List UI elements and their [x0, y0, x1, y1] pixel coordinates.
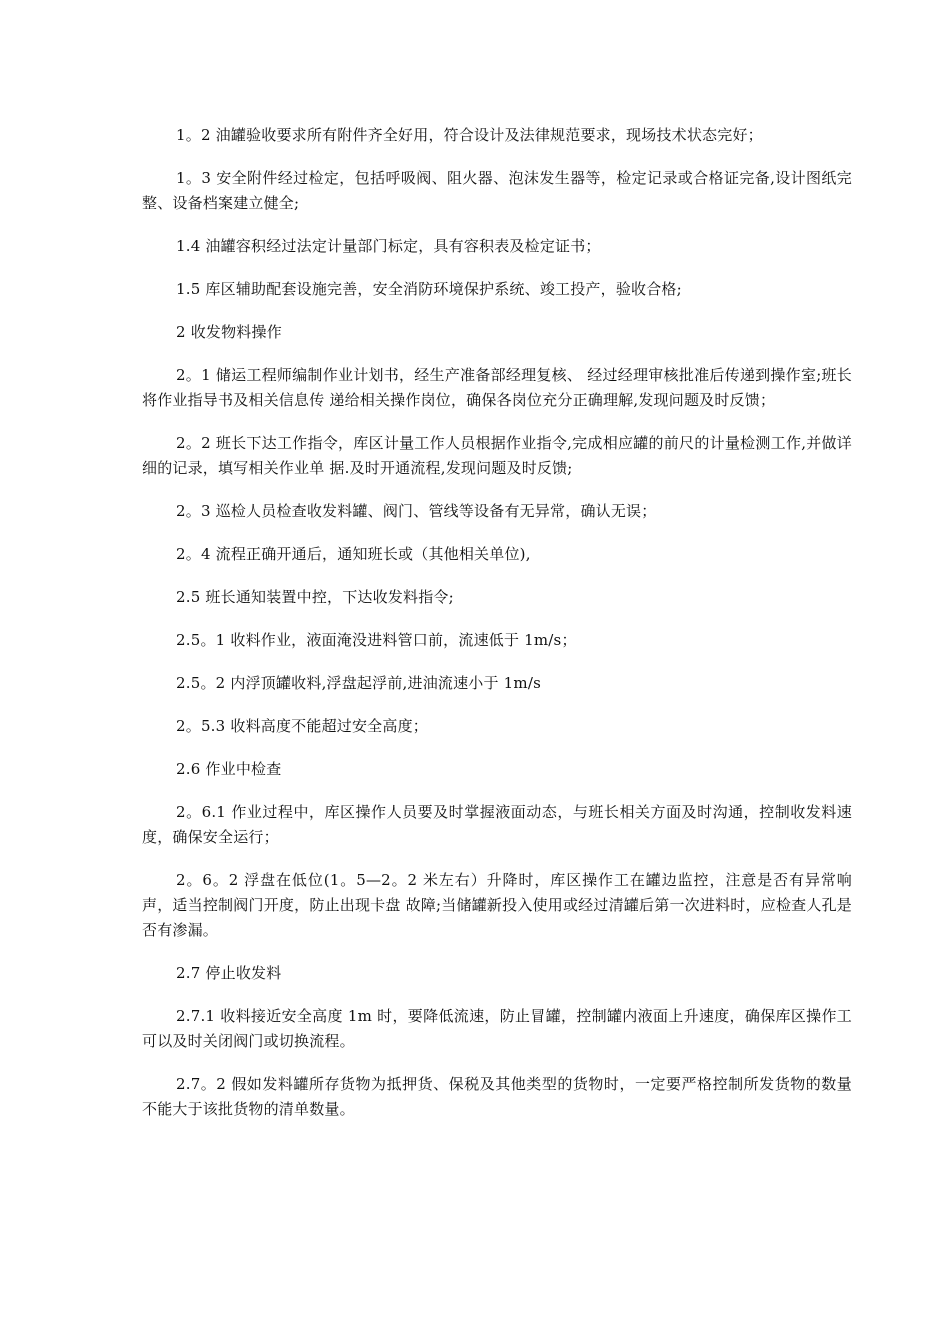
paragraph-2-4: 2。4 流程正确开通后，通知班长或（其他相关单位),	[176, 545, 531, 563]
paragraph-2-7-2: 2.7。2 假如发料罐所存货物为抵押货、保税及其他类型的货物时，一定要严格控制所发货物的数量不能大于该批货物的清单数量。	[142, 1075, 852, 1118]
paragraph-2-7-1: 2.7.1 收料接近安全高度 1m 时，要降低流速，防止冒罐，控制罐内液面上升速度，确保库区操作工可以及时关闭阀门或切换流程。	[142, 1007, 852, 1050]
subheading-2-6: 2.6 作业中检查	[176, 760, 282, 778]
paragraph-2-5-3: 2。5.3 收料高度不能超过安全高度；	[176, 717, 428, 735]
section-heading-2: 2 收发物料操作	[176, 323, 282, 341]
paragraph-2-5-1: 2.5。1 收料作业，液面淹没进料管口前，流速低于 1m/s；	[176, 631, 577, 649]
document-body	[142, 123, 852, 1140]
paragraph-2-6-1: 2。6.1 作业过程中，库区操作人员要及时掌握液面动态，与班长相关方面及时沟通，控制收发料速度，确保安全运行；	[142, 803, 852, 846]
paragraph-1-5: 1.5 库区辅助配套设施完善，安全消防环境保护系统、竣工投产，验收合格;	[176, 280, 682, 298]
paragraph-1-3: 1。3 安全附件经过检定，包括呼吸阀、阻火器、泡沫发生器等，检定记录或合格证完备,设计图纸完整、设备档案建立健全;	[142, 169, 852, 212]
subheading-2-7: 2.7 停止收发料	[176, 964, 282, 982]
paragraph-2-1: 2。1 储运工程师编制作业计划书，经生产准备部经理复核、 经过经理审核批准后传递到操作室;班长将作业指导书及相关信息传 递给相关操作岗位，确保各岗位充分正确理解,发现问题及时反馈；	[142, 366, 852, 409]
paragraph-1-4: 1.4 油罐容积经过法定计量部门标定，具有容积表及检定证书；	[176, 237, 601, 255]
paragraph-2-6-2: 2。6。2 浮盘在低位(1。5—2。2 米左右）升降时，库区操作工在罐边监控，注意是否有异常响声，适当控制阀门开度，防止出现卡盘 故障;当储罐新投入使用或经过清罐后第一次进料时，应检查人孔是否有渗漏。	[142, 871, 852, 939]
paragraph-2-3: 2。3 巡检人员检查收发料罐、阀门、管线等设备有无异常，确认无误；	[176, 502, 657, 520]
paragraph-2-5-2: 2.5。2 内浮顶罐收料,浮盘起浮前,进油流速小于 1m/s	[176, 674, 541, 692]
paragraph-2-2: 2。2 班长下达工作指令，库区计量工作人员根据作业指令,完成相应罐的前尺的计量检测工作,并做详细的记录，填写相关作业单 据.及时开通流程,发现问题及时反馈;	[142, 434, 852, 477]
paragraph-1-2: 1。2 油罐验收要求所有附件齐全好用，符合设计及法律规范要求，现场技术状态完好；	[176, 126, 763, 144]
paragraph-2-5: 2.5 班长通知装置中控，下达收发料指令;	[176, 588, 454, 606]
